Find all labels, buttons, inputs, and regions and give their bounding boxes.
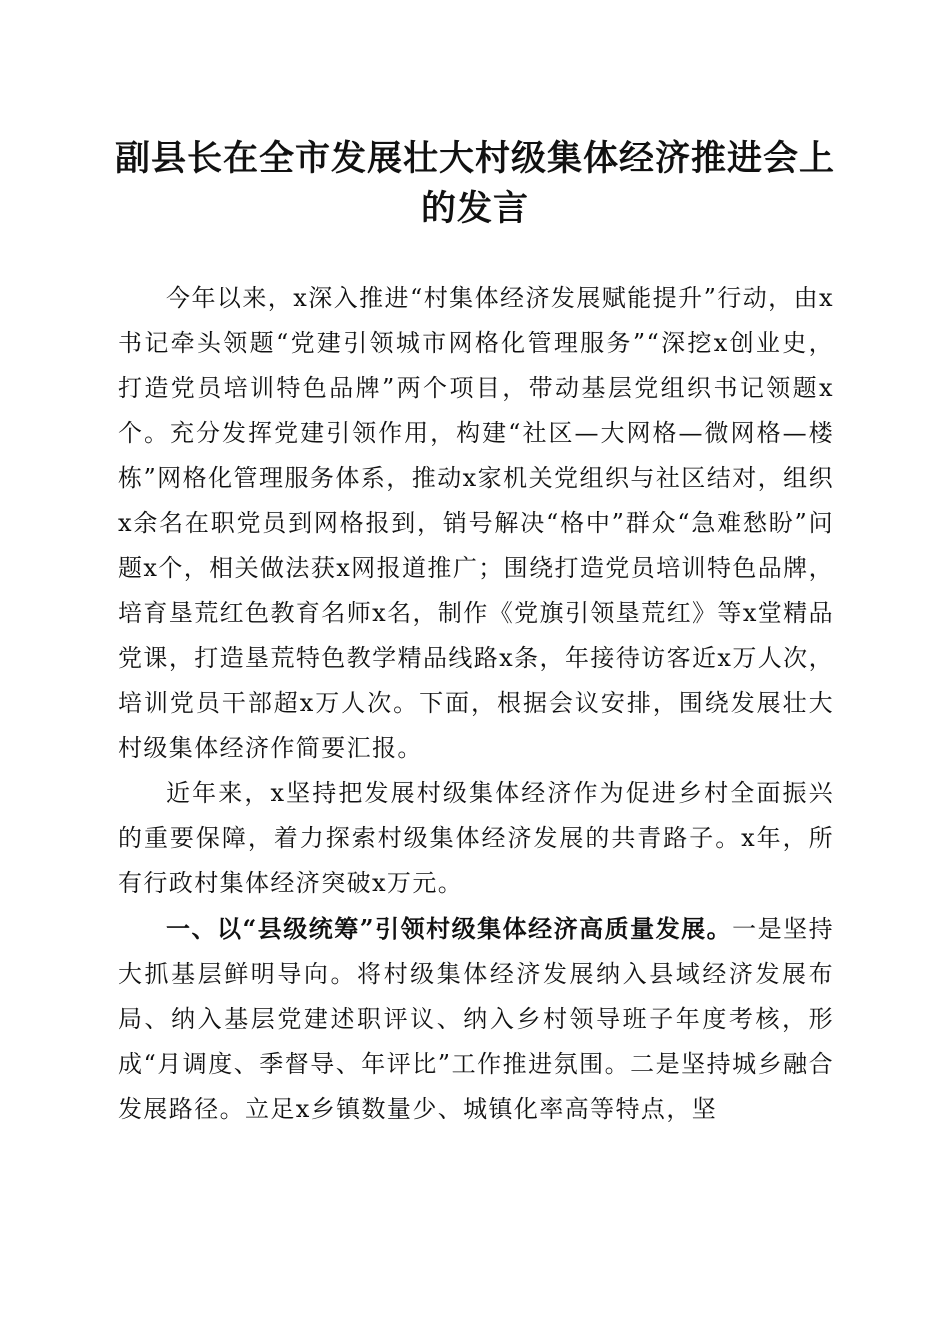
- section-1-heading: 一、以“县级统筹”引领村级集体经济高质量发展。: [166, 914, 733, 943]
- title-line-1: 副县长在全市发展壮大村级集体经济推进会上: [114, 138, 835, 179]
- document-title: [100, 134, 850, 234]
- paragraph-overview: 近年来，x坚持把发展村级集体经济作为促进乡村全面振兴的重要保障，着力探索村级集体经济发展的共青路子。x年，所有行政村集体经济突破x万元。: [118, 779, 834, 897]
- paragraph-section-1: [118, 906, 834, 1132]
- paragraph-intro: 今年以来，x深入推进“村集体经济发展赋能提升”行动，由x书记牵头领题“党建引领城市网格化管理服务”“深挖x创业史，打造党员培训特色品牌”两个项目，带动基层党组织书记领题x个。充分发挥党建引领作用，构建“社区—大网格—微网格—楼栋”网格化管理服务体系，推动x家机关党组织与社区结对，组织x余名在职党员到网格报到，销号解决“格中”群众“急难愁盼”问题x个，相关做法获x网报道推广；围绕打造党员培训特色品牌，培育垦荒红色教育名师x名，制作《党旗引领垦荒红》等x堂精品党课，打造垦荒特色教学精品线路x条，年接待访客近x万人次，培训党员干部超x万人次。下面，根据会议安排，围绕发展壮大村级集体经济作简要汇报。: [118, 284, 834, 762]
- title-line-2: 的发言: [420, 188, 529, 229]
- section-1-text: 一是坚持大抓基层鲜明导向。将村级集体经济发展纳入县域经济发展布局、纳入基层党建述职评议、纳入乡村领导班子年度考核，形成“月调度、季督导、年评比”工作推进氛围。二是坚持城乡融合发展路径。立足x乡镇数量少、城镇化率高等特点，坚: [118, 915, 834, 1123]
- document-body: [118, 276, 834, 1132]
